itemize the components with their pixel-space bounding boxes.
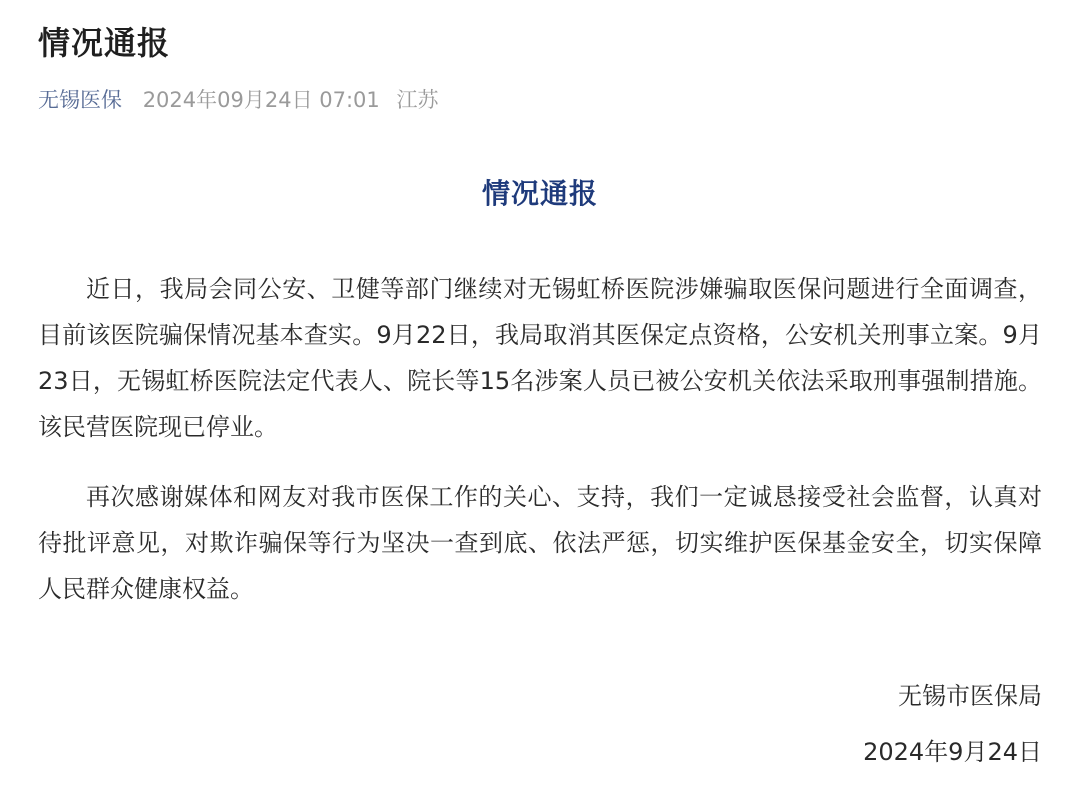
account-name-link[interactable]: 无锡医保 [38,88,122,112]
publish-datetime: 2024年09月24日 07:01 [142,88,380,112]
signature-date: 2024年9月24日 [863,738,1042,766]
region-label: 江苏 [396,88,439,112]
article-meta [38,84,438,114]
body-paragraph-2: 再次感谢媒体和网友对我市医保工作的关心、支持，我们一定诚恳接受社会监督，认真对待批评意见，对欺诈骗保等行为坚决一查到底、依法严惩，切实维护医保基金安全，切实保障人民群众健康权益。 [38,483,1042,603]
notice-heading: 情况通报 [481,177,598,210]
signature-organization: 无锡市医保局 [898,682,1042,710]
page-title: 情况通报 [38,24,171,62]
body-paragraph-1: 近日，我局会同公安、卫健等部门继续对无锡虹桥医院涉嫌骗取医保问题进行全面调查，目前该医院骗保情况基本查实。9月22日，我局取消其医保定点资格，公安机关刑事立案。9月23日，无锡虹桥医院法定代表人、院长等15名涉案人员已被公安机关依法采取刑事强制措施。该民营医院现已停业。 [38,275,1042,441]
